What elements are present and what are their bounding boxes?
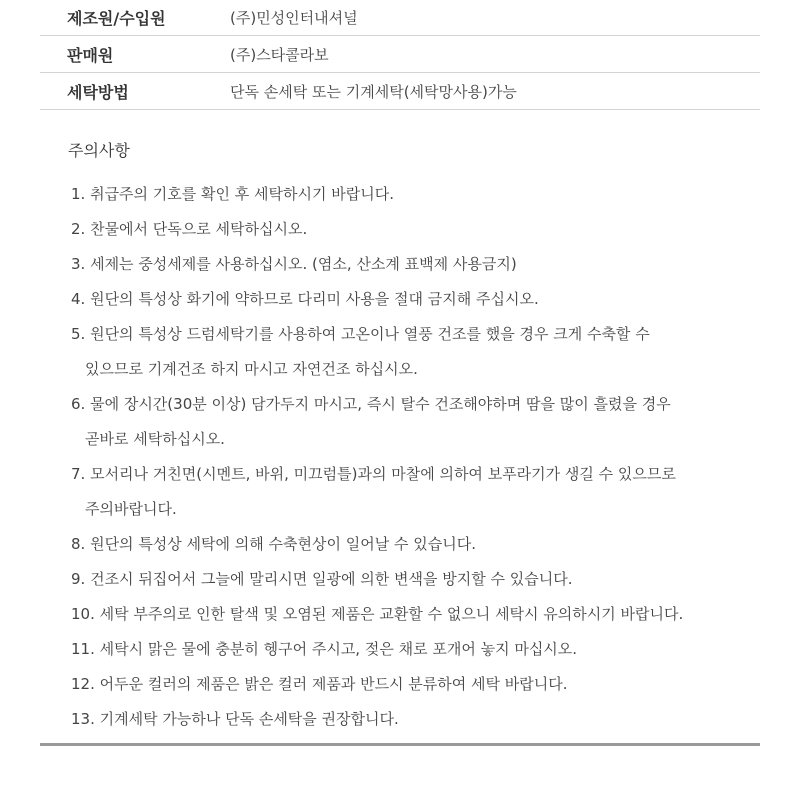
caution-text: 11. 세탁시 맑은 물에 충분히 헹구어 주시고, 젖은 채로 포개어 놓지 마십시오. bbox=[71, 640, 578, 658]
caution-text: 7. 모서리나 거친면(시멘트, 바위, 미끄럼틀)과의 마찰에 의하여 보푸라기가 생길 수 있으므로 bbox=[71, 465, 676, 483]
info-row-seller bbox=[40, 36, 760, 73]
caution-text-continued: 있으므로 기계건조 하지 마시고 자연건조 하십시오. bbox=[85, 360, 418, 378]
caution-item bbox=[71, 282, 771, 317]
info-label: 세탁방법 bbox=[67, 82, 129, 102]
caution-text: 8. 원단의 특성상 세탁에 의해 수축현상이 일어날 수 있습니다. bbox=[71, 535, 476, 553]
caution-list bbox=[71, 177, 771, 737]
caution-item bbox=[71, 247, 771, 282]
caution-text: 9. 건조시 뒤집어서 그늘에 말리시면 일광에 의한 변색을 방지할 수 있습니다. bbox=[71, 570, 573, 588]
caution-text-continued: 곧바로 세탁하십시오. bbox=[85, 430, 225, 448]
caution-item bbox=[71, 317, 771, 387]
caution-item bbox=[71, 702, 771, 737]
info-label: 판매원 bbox=[67, 45, 114, 65]
info-row-manufacturer bbox=[40, 0, 760, 36]
caution-text: 5. 원단의 특성상 드럼세탁기를 사용하여 고온이나 열풍 건조를 했을 경우 크게 수축할 수 bbox=[71, 325, 650, 343]
caution-text: 3. 세제는 중성세제를 사용하십시오. (염소, 산소계 표백제 사용금지) bbox=[71, 255, 517, 273]
info-value: (주)민성인터내셔널 bbox=[230, 9, 358, 27]
info-value: (주)스타콜라보 bbox=[230, 45, 329, 64]
info-row-washing-method bbox=[40, 73, 760, 110]
product-info-table bbox=[40, 0, 760, 110]
caution-title: 주의사항 bbox=[68, 141, 130, 160]
caution-item bbox=[71, 562, 771, 597]
caution-item bbox=[71, 457, 771, 527]
info-value: 단독 손세탁 또는 기계세탁(세탁망사용)가능 bbox=[230, 82, 517, 101]
caution-text: 4. 원단의 특성상 화기에 약하므로 다리미 사용을 절대 금지해 주십시오. bbox=[71, 290, 539, 308]
caution-text: 6. 물에 장시간(30분 이상) 담가두지 마시고, 즉시 탈수 건조해야하며 땀을 많이 흘렸을 경우 bbox=[71, 395, 671, 413]
caution-item bbox=[71, 212, 771, 247]
caution-item bbox=[71, 177, 771, 212]
caution-text: 13. 기계세탁 가능하나 단독 손세탁을 권장합니다. bbox=[71, 710, 399, 728]
caution-item bbox=[71, 387, 771, 457]
caution-item bbox=[71, 632, 771, 667]
caution-item bbox=[71, 527, 771, 562]
caution-item bbox=[71, 667, 771, 702]
info-label: 제조원/수입원 bbox=[67, 9, 166, 28]
caution-text: 10. 세탁 부주의로 인한 탈색 및 오염된 제품은 교환할 수 없으니 세탁시 유의하시기 바랍니다. bbox=[71, 605, 684, 623]
bottom-divider bbox=[40, 743, 760, 746]
caution-text-continued: 주의바랍니다. bbox=[85, 500, 177, 518]
caution-item bbox=[71, 597, 771, 632]
caution-text: 2. 찬물에서 단독으로 세탁하십시오. bbox=[71, 220, 308, 238]
caution-text: 1. 취급주의 기호를 확인 후 세탁하시기 바랍니다. bbox=[71, 185, 394, 203]
caution-text: 12. 어두운 컬러의 제품은 밝은 컬러 제품과 반드시 분류하여 세탁 바랍니다. bbox=[71, 675, 568, 693]
